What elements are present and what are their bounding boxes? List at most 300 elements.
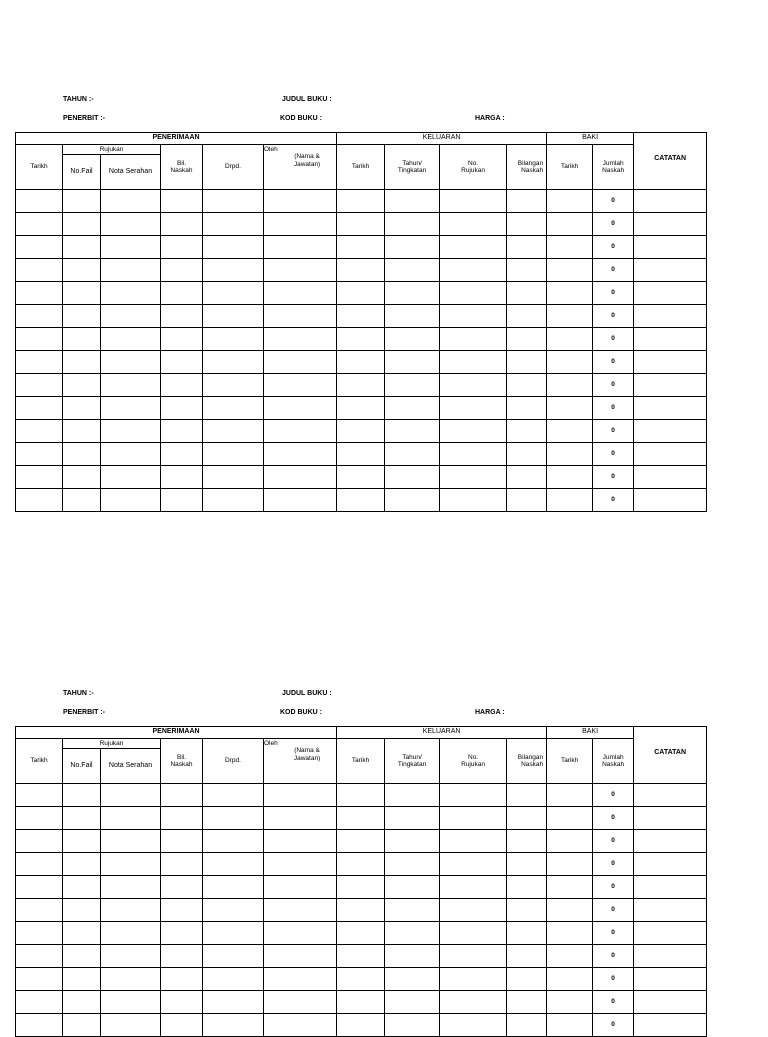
table-row (16, 853, 707, 876)
table-cell (63, 328, 101, 351)
table-cell (337, 784, 385, 807)
table-cell (16, 489, 63, 512)
table-cell (385, 305, 440, 328)
table-cell (547, 489, 593, 512)
table-cell (203, 190, 264, 213)
table-cell (16, 374, 63, 397)
tahun-label: TAHUN :- (63, 690, 94, 697)
table-row (16, 807, 707, 830)
table-cell (264, 784, 337, 807)
table-cell (264, 830, 337, 853)
table-cell (385, 1014, 440, 1037)
table-cell (507, 305, 547, 328)
jumlah-naskah-cell: 0 (593, 420, 634, 443)
harga-label: HARGA : (475, 115, 505, 122)
table-cell (161, 328, 203, 351)
table-cell (634, 991, 707, 1014)
table-cell (161, 945, 203, 968)
table-row (16, 328, 707, 351)
table-cell (203, 489, 264, 512)
table-cell (440, 968, 507, 991)
table-cell (63, 945, 101, 968)
keluaran-header: KELUARAN (337, 727, 547, 739)
jumlah-naskah-cell: 0 (593, 945, 634, 968)
table-row (16, 945, 707, 968)
table-row (16, 830, 707, 853)
table-cell (337, 259, 385, 282)
table-cell (203, 466, 264, 489)
table-row (16, 922, 707, 945)
table-cell (16, 305, 63, 328)
table-cell (385, 991, 440, 1014)
table-cell (101, 466, 161, 489)
table-cell (547, 213, 593, 236)
table-cell (161, 968, 203, 991)
table-cell (507, 922, 547, 945)
table-cell (440, 899, 507, 922)
table-cell (264, 945, 337, 968)
table-cell (440, 784, 507, 807)
table-cell (337, 899, 385, 922)
drpd-header: Drpd. (203, 739, 264, 784)
table-row (16, 968, 707, 991)
jumlah-naskah-cell: 0 (593, 807, 634, 830)
table-cell (385, 236, 440, 259)
table-cell (203, 830, 264, 853)
table-cell (634, 236, 707, 259)
table-cell (16, 784, 63, 807)
table-cell (337, 945, 385, 968)
judul-buku-label: JUDUL BUKU : (282, 690, 332, 697)
table-cell (547, 1014, 593, 1037)
table-cell (440, 259, 507, 282)
table-cell (101, 443, 161, 466)
table-cell (63, 190, 101, 213)
table-cell (16, 968, 63, 991)
table-cell (101, 853, 161, 876)
table-cell (440, 351, 507, 374)
table-cell (101, 784, 161, 807)
table-cell (101, 899, 161, 922)
table-cell (547, 190, 593, 213)
table-cell (385, 328, 440, 351)
table-cell (547, 807, 593, 830)
table-cell (101, 236, 161, 259)
table-cell (63, 236, 101, 259)
jumlah-naskah-cell: 0 (593, 466, 634, 489)
table-cell (440, 213, 507, 236)
table-cell (63, 397, 101, 420)
table-cell (101, 305, 161, 328)
table-cell (385, 351, 440, 374)
table-cell (385, 830, 440, 853)
bil-naskah-header: Bil. Naskah (161, 145, 203, 190)
keluaran-header: KELUARAN (337, 133, 547, 145)
table-cell (440, 190, 507, 213)
table-cell (101, 397, 161, 420)
table-cell (63, 259, 101, 282)
table-cell (101, 991, 161, 1014)
table-cell (264, 991, 337, 1014)
table-cell (547, 397, 593, 420)
table-cell (63, 876, 101, 899)
table-cell (440, 397, 507, 420)
baki-tarikh-header: Tarikh (547, 739, 593, 784)
jumlah-naskah-cell: 0 (593, 328, 634, 351)
jumlah-naskah-cell: 0 (593, 305, 634, 328)
table-cell (264, 466, 337, 489)
table-cell (440, 282, 507, 305)
penerimaan-header: PENERIMAAN (16, 727, 337, 739)
bilangan-naskah-header: Bilangan Naskah (507, 145, 547, 190)
table-cell (203, 784, 264, 807)
table-cell (385, 853, 440, 876)
table-cell (385, 397, 440, 420)
table-cell (264, 1014, 337, 1037)
table-cell (203, 968, 264, 991)
table-cell (440, 374, 507, 397)
table-row (16, 489, 707, 512)
table-cell (16, 236, 63, 259)
table-cell (161, 807, 203, 830)
judul-buku-label: JUDUL BUKU : (282, 96, 332, 103)
table-cell (507, 853, 547, 876)
ledger-table (15, 132, 707, 512)
table-cell (101, 213, 161, 236)
table-cell (507, 190, 547, 213)
table-cell (63, 374, 101, 397)
ledger-body (16, 190, 707, 512)
table-cell (264, 443, 337, 466)
table-cell (507, 443, 547, 466)
table-cell (16, 443, 63, 466)
table-cell (161, 991, 203, 1014)
table-cell (16, 397, 63, 420)
table-cell (63, 420, 101, 443)
table-cell (337, 968, 385, 991)
table-cell (634, 489, 707, 512)
table-row (16, 213, 707, 236)
baki-header: BAKI (547, 727, 634, 739)
jumlah-naskah-cell: 0 (593, 968, 634, 991)
table-cell (634, 282, 707, 305)
table-cell (547, 853, 593, 876)
table-row (16, 305, 707, 328)
table-cell (337, 830, 385, 853)
table-cell (507, 236, 547, 259)
jumlah-naskah-cell: 0 (593, 991, 634, 1014)
table-cell (337, 853, 385, 876)
ledger-table (15, 726, 707, 1037)
kod-buku-label: KOD BUKU : (280, 115, 322, 122)
table-cell (507, 351, 547, 374)
table-cell (161, 259, 203, 282)
jumlah-naskah-header: Jumlah Naskah (593, 739, 634, 784)
jumlah-naskah-cell: 0 (593, 1014, 634, 1037)
table-cell (264, 899, 337, 922)
table-cell (385, 190, 440, 213)
table-cell (547, 784, 593, 807)
table-cell (264, 282, 337, 305)
table-cell (634, 328, 707, 351)
jumlah-naskah-cell: 0 (593, 397, 634, 420)
table-cell (507, 830, 547, 853)
table-row (16, 899, 707, 922)
table-cell (385, 784, 440, 807)
tahun-label: TAHUN :- (63, 96, 94, 103)
catatan-header: CATATAN (634, 133, 707, 190)
table-cell (203, 397, 264, 420)
tahun-tingkatan-header: Tahun/ Tingkatan (385, 145, 440, 190)
table-cell (16, 945, 63, 968)
jumlah-naskah-cell: 0 (593, 853, 634, 876)
table-cell (385, 420, 440, 443)
table-row (16, 1014, 707, 1037)
table-cell (161, 236, 203, 259)
table-cell (16, 282, 63, 305)
table-cell (507, 374, 547, 397)
table-cell (16, 991, 63, 1014)
table-row (16, 443, 707, 466)
table-cell (161, 466, 203, 489)
table-cell (161, 374, 203, 397)
table-cell (440, 876, 507, 899)
table-cell (264, 305, 337, 328)
table-cell (63, 213, 101, 236)
table-cell (547, 945, 593, 968)
table-cell (264, 968, 337, 991)
table-cell (385, 945, 440, 968)
table-cell (203, 853, 264, 876)
table-cell (440, 466, 507, 489)
table-cell (264, 213, 337, 236)
table-cell (385, 876, 440, 899)
ledger-body (16, 784, 707, 1037)
table-cell (63, 443, 101, 466)
table-cell (264, 397, 337, 420)
table-cell (507, 968, 547, 991)
table-cell (507, 1014, 547, 1037)
table-cell (101, 374, 161, 397)
table-cell (634, 466, 707, 489)
table-cell (634, 351, 707, 374)
table-cell (440, 1014, 507, 1037)
jumlah-naskah-cell: 0 (593, 876, 634, 899)
table-cell (507, 213, 547, 236)
table-cell (63, 807, 101, 830)
table-cell (161, 830, 203, 853)
table-cell (385, 259, 440, 282)
table-cell (63, 351, 101, 374)
table-cell (547, 991, 593, 1014)
table-cell (634, 397, 707, 420)
table-cell (547, 830, 593, 853)
table-cell (264, 351, 337, 374)
table-cell (507, 397, 547, 420)
table-cell (507, 991, 547, 1014)
table-cell (161, 876, 203, 899)
baki-tarikh-header: Tarikh (547, 145, 593, 190)
table-cell (634, 876, 707, 899)
table-cell (63, 899, 101, 922)
table-cell (547, 328, 593, 351)
table-cell (16, 213, 63, 236)
table-cell (101, 328, 161, 351)
table-cell (203, 374, 264, 397)
jumlah-naskah-cell: 0 (593, 374, 634, 397)
table-cell (203, 991, 264, 1014)
table-cell (161, 351, 203, 374)
table-cell (634, 945, 707, 968)
table-cell (440, 236, 507, 259)
table-cell (547, 922, 593, 945)
nota-serahan-header: Nota Serahan (101, 749, 161, 784)
bilangan-naskah-header: Bilangan Naskah (507, 739, 547, 784)
table-cell (16, 259, 63, 282)
table-cell (264, 190, 337, 213)
table-cell (161, 489, 203, 512)
table-cell (161, 853, 203, 876)
table-cell (203, 1014, 264, 1037)
jumlah-naskah-cell: 0 (593, 830, 634, 853)
keluaran-tarikh-header: Tarikh (337, 145, 385, 190)
table-cell (440, 991, 507, 1014)
table-cell (101, 420, 161, 443)
table-cell (547, 236, 593, 259)
table-cell (634, 1014, 707, 1037)
table-cell (101, 190, 161, 213)
table-cell (101, 282, 161, 305)
keluaran-tarikh-header: Tarikh (337, 739, 385, 784)
table-cell (16, 420, 63, 443)
table-cell (440, 853, 507, 876)
table-cell (16, 328, 63, 351)
table-cell (547, 968, 593, 991)
table-cell (63, 1014, 101, 1037)
table-cell (337, 328, 385, 351)
table-row (16, 876, 707, 899)
table-cell (385, 807, 440, 830)
table-cell (16, 876, 63, 899)
table-cell (507, 420, 547, 443)
table-row (16, 190, 707, 213)
table-cell (203, 922, 264, 945)
table-cell (337, 374, 385, 397)
table-cell (161, 420, 203, 443)
table-cell (203, 443, 264, 466)
table-cell (634, 374, 707, 397)
table-cell (547, 282, 593, 305)
table-cell (337, 190, 385, 213)
table-cell (547, 443, 593, 466)
table-cell (203, 213, 264, 236)
table-cell (337, 397, 385, 420)
table-cell (440, 420, 507, 443)
harga-label: HARGA : (475, 709, 505, 716)
table-cell (547, 351, 593, 374)
table-cell (507, 282, 547, 305)
table-cell (337, 213, 385, 236)
table-cell (337, 236, 385, 259)
table-cell (634, 968, 707, 991)
table-cell (337, 807, 385, 830)
table-cell (547, 899, 593, 922)
table-cell (264, 420, 337, 443)
table-cell (264, 236, 337, 259)
table-cell (337, 466, 385, 489)
kod-buku-label: KOD BUKU : (280, 709, 322, 716)
table-row (16, 259, 707, 282)
tahun-tingkatan-header: Tahun/ Tingkatan (385, 739, 440, 784)
table-cell (385, 968, 440, 991)
table-cell (63, 830, 101, 853)
table-row (16, 991, 707, 1014)
table-cell (385, 443, 440, 466)
table-cell (634, 420, 707, 443)
table-cell (385, 899, 440, 922)
table-cell (161, 190, 203, 213)
table-cell (634, 259, 707, 282)
table-cell (385, 374, 440, 397)
table-row (16, 236, 707, 259)
table-cell (203, 282, 264, 305)
table-cell (63, 922, 101, 945)
table-cell (161, 397, 203, 420)
jumlah-naskah-cell: 0 (593, 236, 634, 259)
table-row (16, 282, 707, 305)
table-cell (161, 213, 203, 236)
table-cell (507, 945, 547, 968)
table-cell (203, 236, 264, 259)
table-cell (16, 807, 63, 830)
table-cell (16, 922, 63, 945)
jumlah-naskah-cell: 0 (593, 282, 634, 305)
table-cell (507, 876, 547, 899)
table-cell (337, 305, 385, 328)
jumlah-naskah-header: Jumlah Naskah (593, 145, 634, 190)
table-row (16, 420, 707, 443)
table-cell (440, 489, 507, 512)
table-cell (507, 259, 547, 282)
table-cell (16, 853, 63, 876)
table-cell (203, 420, 264, 443)
table-cell (547, 374, 593, 397)
table-cell (101, 351, 161, 374)
table-cell (161, 1014, 203, 1037)
table-cell (264, 374, 337, 397)
table-cell (264, 807, 337, 830)
table-cell (440, 945, 507, 968)
table-cell (385, 466, 440, 489)
table-cell (337, 876, 385, 899)
table-cell (203, 899, 264, 922)
table-cell (264, 922, 337, 945)
table-cell (337, 1014, 385, 1037)
penerbit-label: PENERBIT :- (63, 115, 105, 122)
jumlah-naskah-cell: 0 (593, 899, 634, 922)
table-cell (507, 807, 547, 830)
table-cell (63, 489, 101, 512)
table-cell (264, 259, 337, 282)
table-cell (63, 991, 101, 1014)
table-cell (634, 443, 707, 466)
table-cell (385, 213, 440, 236)
table-cell (547, 466, 593, 489)
baki-header: BAKI (547, 133, 634, 145)
table-cell (101, 807, 161, 830)
table-cell (547, 420, 593, 443)
oleh-header: Oleh (Nama & Jawatan) (264, 739, 337, 784)
